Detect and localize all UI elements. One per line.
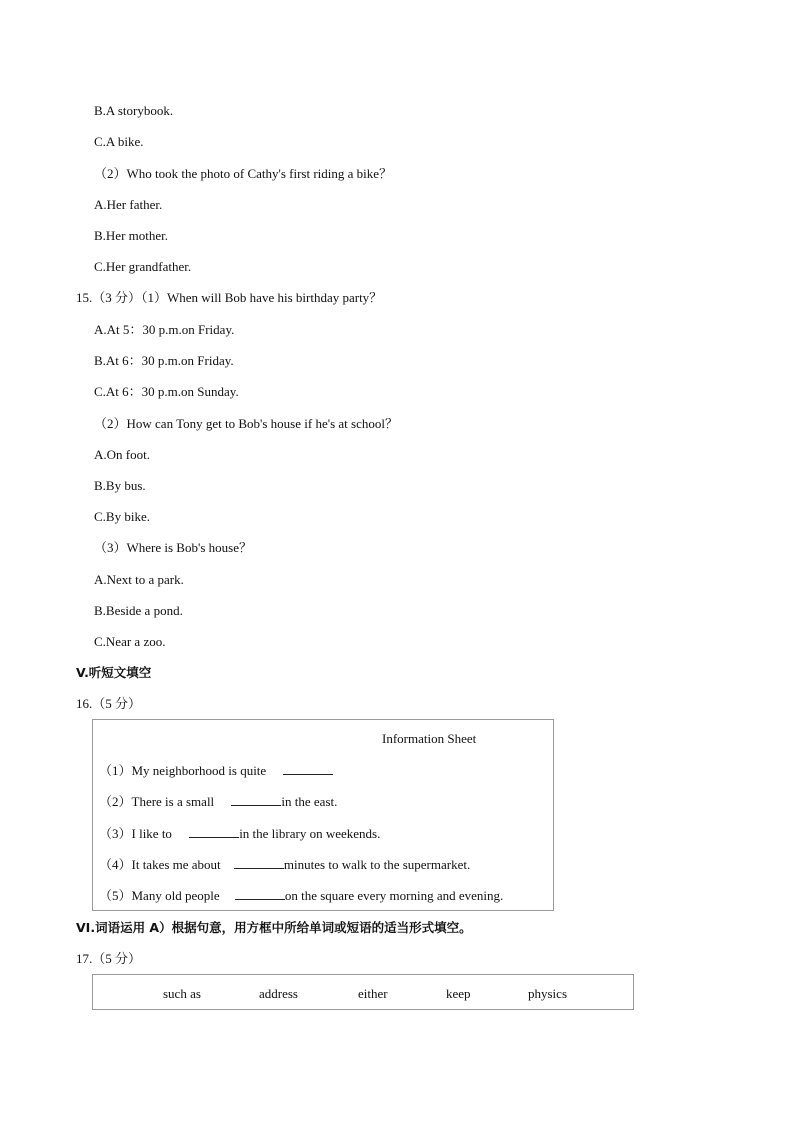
- option-c-bike-2: C.By bike.: [94, 509, 150, 524]
- option-a-friday-5: A.At 5：30 p.m.on Friday.: [94, 322, 235, 337]
- info-item-4-post: minutes to walk to the supermarket.: [283, 857, 471, 872]
- info-item-3-text: （3）I like to: [99, 826, 176, 841]
- blank-5[interactable]: [235, 887, 285, 900]
- section-v-heading: V.听短文填空: [76, 665, 152, 680]
- info-item-5-post: on the square every morning and evening.: [284, 888, 504, 903]
- info-item-3: [99, 825, 380, 842]
- section-vi-heading: VI.词语运用 A）根据句意，用方框中所给单词或短语的适当形式填空。: [76, 920, 472, 935]
- option-b-friday-6: B.At 6：30 p.m.on Friday.: [94, 353, 234, 368]
- question-15-2: （2）How can Tony get to Bob's house if he's at school？: [94, 416, 398, 431]
- option-b-bus: B.By bus.: [94, 478, 146, 493]
- option-b-pond: B.Beside a pond.: [94, 603, 183, 618]
- word-bank-item: such as: [163, 986, 201, 1001]
- question-15-3: （3）Where is Bob's house？: [94, 540, 252, 555]
- option-b-storybook: B.A storybook.: [94, 103, 174, 118]
- info-item-5-text: （5）Many old people: [99, 888, 223, 903]
- option-a-foot: A.On foot.: [94, 447, 150, 462]
- word-bank-item: either: [358, 986, 388, 1001]
- info-item-4-text: （4）It takes me about: [99, 857, 224, 872]
- info-item-2: [99, 793, 337, 810]
- option-a-park: A.Next to a park.: [94, 572, 184, 587]
- info-item-5: [99, 887, 503, 904]
- question-14-2: （2）Who took the photo of Cathy's first riding a bike？: [94, 166, 393, 181]
- option-c-zoo: C.Near a zoo.: [94, 634, 166, 649]
- information-sheet-title: Information Sheet: [382, 731, 477, 746]
- info-item-1: [99, 762, 333, 779]
- option-b-mother: B.Her mother.: [94, 228, 169, 243]
- info-item-2-post: in the east.: [281, 794, 338, 809]
- question-17: 17.（5 分）: [76, 951, 142, 966]
- info-item-4: [99, 856, 470, 873]
- option-c-grandfather: C.Her grandfather.: [94, 259, 192, 274]
- blank-2[interactable]: [231, 793, 281, 806]
- option-c-bike: C.A bike.: [94, 134, 144, 149]
- question-15: 15.（3 分）（1）When will Bob have his birthday party？: [76, 290, 383, 305]
- blank-1[interactable]: [283, 762, 333, 775]
- question-16: 16.（5 分）: [76, 696, 142, 711]
- option-a-father: A.Her father.: [94, 197, 163, 212]
- info-item-3-post: in the library on weekends.: [239, 826, 381, 841]
- information-sheet-box: [92, 719, 554, 911]
- blank-3[interactable]: [189, 825, 239, 838]
- word-bank-item: keep: [446, 986, 471, 1001]
- option-c-sunday-6: C.At 6：30 p.m.on Sunday.: [94, 384, 239, 399]
- info-item-1-text: （1）My neighborhood is quite: [99, 763, 270, 778]
- info-item-2-text: （2）There is a small: [99, 794, 218, 809]
- blank-4[interactable]: [234, 856, 284, 869]
- word-bank-item: physics: [528, 986, 567, 1001]
- word-bank-item: address: [259, 986, 298, 1001]
